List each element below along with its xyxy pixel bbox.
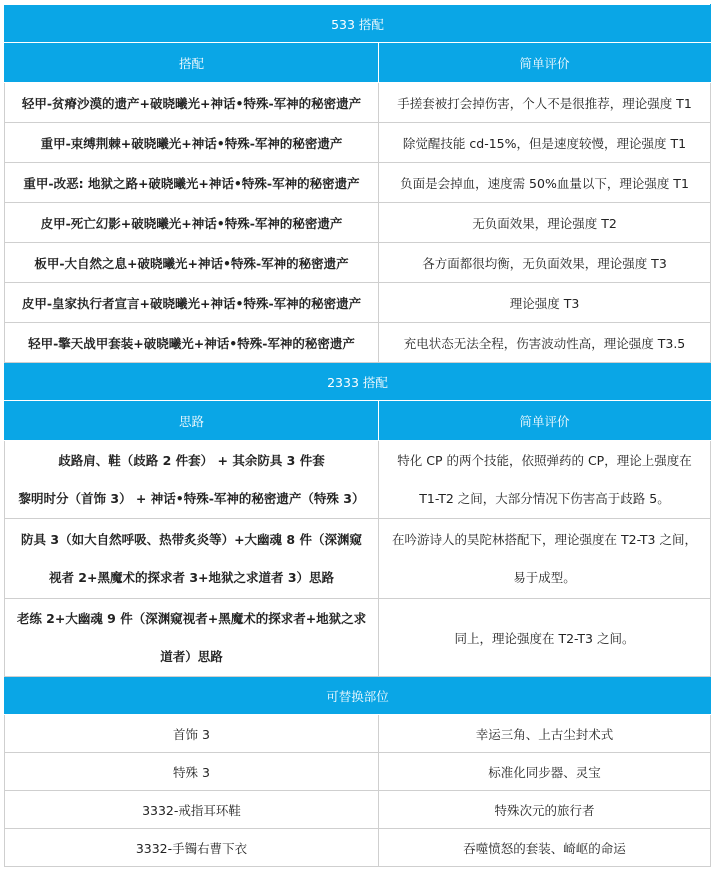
table-row <box>5 243 711 283</box>
combo-cell: 轻甲-贫瘠沙漠的遗产+破晓曦光+神话•特殊-军神的秘密遗产 <box>5 83 379 123</box>
section-title-replaceable: 可替换部位 <box>5 677 711 715</box>
combo-cell: 皮甲-死亡幻影+破晓曦光+神话•特殊-军神的秘密遗产 <box>5 203 379 243</box>
options-cell: 幸运三角、上古尘封术式 <box>379 715 711 753</box>
header-combo: 搭配 <box>5 43 379 83</box>
combo-cell: 重甲-束缚荆棘+破晓曦光+神话•特殊-军神的秘密遗产 <box>5 123 379 163</box>
idea-line: 防具 3（如大自然呼吸、热带炙炎等）+大幽魂 8 件（深渊窥 <box>21 531 362 547</box>
idea-line: 道者）思路 <box>160 648 223 664</box>
header-evaluation: 简单评价 <box>379 43 711 83</box>
options-cell: 标准化同步器、灵宝 <box>379 753 711 791</box>
evaluation-cell <box>379 441 711 519</box>
table-row <box>5 323 711 363</box>
evaluation-line: 同上，理论强度在 T2-T3 之间。 <box>454 630 635 646</box>
combo-cell: 重甲-改恶: 地狱之路+破晓曦光+神话•特殊-军神的秘密遗产 <box>5 163 379 203</box>
slot-cell: 3332-戒指耳环鞋 <box>5 791 379 829</box>
table-row <box>5 791 711 829</box>
table-row <box>5 283 711 323</box>
combo-cell: 轻甲-擎天战甲套装+破晓曦光+神话•特殊-军神的秘密遗产 <box>5 323 379 363</box>
evaluation-cell: 无负面效果，理论强度 T2 <box>379 203 711 243</box>
evaluation-line: 特化 CP 的两个技能，依照弹药的 CP，理论上强度在 <box>397 452 692 468</box>
table-row <box>5 83 711 123</box>
evaluation-line: 易于成型。 <box>513 569 576 585</box>
evaluation-line: 在吟游诗人的昊陀林搭配下，理论强度在 T2-T3 之间， <box>392 531 697 547</box>
section-title-533: 533 搭配 <box>5 5 711 43</box>
table-row <box>5 519 711 599</box>
slot-cell: 首饰 3 <box>5 715 379 753</box>
evaluation-cell: 理论强度 T3 <box>379 283 711 323</box>
evaluation-cell: 负面是会掉血，速度需 50%血量以下，理论强度 T1 <box>379 163 711 203</box>
idea-cell <box>5 441 379 519</box>
table-row <box>5 753 711 791</box>
idea-cell <box>5 599 379 677</box>
table-row <box>5 123 711 163</box>
idea-line: 歧路肩、鞋（歧路 2 件套） + 其余防具 3 件套 <box>58 452 325 468</box>
build-guide <box>0 4 714 886</box>
idea-line: 黎明时分（首饰 3） + 神话•特殊-军神的秘密遗产（特殊 3） <box>18 490 365 506</box>
evaluation-cell <box>379 599 711 677</box>
evaluation-cell: 手搓套被打会掉伤害，个人不是很推荐，理论强度 T1 <box>379 83 711 123</box>
slot-cell: 特殊 3 <box>5 753 379 791</box>
evaluation-cell: 除觉醒技能 cd-15%，但是速度较慢，理论强度 T1 <box>379 123 711 163</box>
header-evaluation: 简单评价 <box>379 401 711 441</box>
header-idea: 思路 <box>5 401 379 441</box>
evaluation-line: T1-T2 之间，大部分情况下伤害高于歧路 5。 <box>419 490 670 506</box>
table-row <box>5 163 711 203</box>
combo-cell: 板甲-大自然之息+破晓曦光+神话•特殊-军神的秘密遗产 <box>5 243 379 283</box>
table-row <box>5 829 711 867</box>
evaluation-cell: 充电状态无法全程，伤害波动性高，理论强度 T3.5 <box>379 323 711 363</box>
evaluation-cell <box>379 519 711 599</box>
section-title-2333: 2333 搭配 <box>5 363 711 401</box>
idea-line: 视者 2+黑魔术的探求者 3+地狱之求道者 3）思路 <box>48 569 335 585</box>
options-cell: 特殊次元的旅行者 <box>379 791 711 829</box>
idea-line: 老练 2+大幽魂 9 件（深渊窥视者+黑魔术的探求者+地狱之求 <box>16 610 367 626</box>
options-cell: 吞噬愤怒的套装、崎岖的命运 <box>379 829 711 867</box>
slot-cell: 3332-手镯右曹下衣 <box>5 829 379 867</box>
table-row <box>5 441 711 519</box>
idea-cell <box>5 519 379 599</box>
table-row <box>5 599 711 677</box>
build-table <box>4 4 711 867</box>
combo-cell: 皮甲-皇家执行者宣言+破晓曦光+神话•特殊-军神的秘密遗产 <box>5 283 379 323</box>
evaluation-cell: 各方面都很均衡，无负面效果，理论强度 T3 <box>379 243 711 283</box>
table-row <box>5 715 711 753</box>
table-row <box>5 203 711 243</box>
